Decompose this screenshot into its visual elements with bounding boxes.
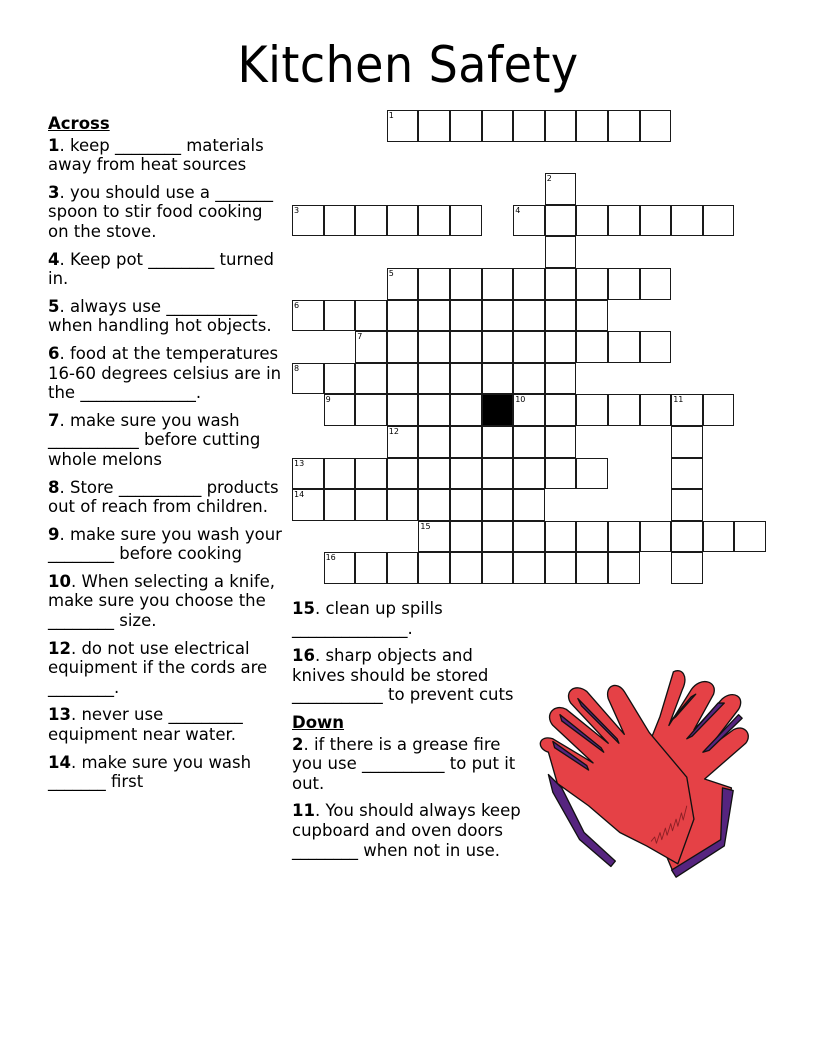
grid-cell[interactable]	[324, 458, 356, 490]
grid-cell[interactable]	[418, 394, 450, 426]
grid-cell[interactable]	[576, 552, 608, 584]
clue-number: 8	[294, 363, 300, 373]
grid-cell[interactable]	[734, 521, 766, 553]
grid-cell[interactable]	[387, 394, 419, 426]
grid-cell[interactable]	[387, 458, 419, 490]
grid-cell[interactable]	[640, 394, 672, 426]
clue-across-14: 14. make sure you wash _______ first	[48, 752, 252, 792]
clue-number: 5	[388, 269, 394, 278]
grid-cell[interactable]	[450, 331, 482, 363]
across-heading: Across	[48, 114, 110, 133]
grid-cell[interactable]	[387, 552, 419, 584]
clue-across-9: 9. make sure you wash your ________ before cooking	[48, 524, 282, 564]
clue-number: 15	[420, 521, 431, 531]
grid-cell[interactable]	[576, 268, 608, 300]
grid-cell[interactable]	[545, 394, 577, 426]
grid-cell[interactable]	[450, 268, 482, 300]
grid-cell[interactable]	[671, 426, 703, 458]
grid-cell[interactable]	[355, 300, 387, 332]
grid-cell[interactable]	[292, 489, 324, 521]
grid-cell[interactable]	[450, 205, 482, 237]
grid-cell[interactable]	[482, 268, 514, 300]
grid-cell[interactable]	[450, 110, 482, 142]
grid-cell[interactable]	[450, 394, 482, 426]
grid-cell[interactable]	[355, 552, 387, 584]
clue-across-15: 15. clean up spills ______________.	[292, 599, 443, 638]
grid-cell[interactable]	[703, 394, 735, 426]
grid-cell[interactable]	[545, 552, 577, 584]
grid-cell[interactable]	[324, 489, 356, 521]
grid-cell[interactable]	[387, 426, 419, 458]
gloves-icon	[535, 652, 785, 897]
grid-cell[interactable]	[608, 268, 640, 300]
clue-across-4: 4. Keep pot ________ turned in.	[48, 249, 275, 289]
grid-cell[interactable]	[671, 458, 703, 490]
grid-cell[interactable]	[482, 458, 514, 490]
clue-number: 16	[325, 553, 336, 563]
grid-cell[interactable]	[576, 300, 608, 332]
grid-cell[interactable]	[292, 458, 324, 490]
grid-cell[interactable]	[545, 205, 577, 237]
grid-cell[interactable]	[355, 363, 387, 395]
grid-cell[interactable]	[292, 205, 324, 237]
grid-cell[interactable]	[418, 458, 450, 490]
grid-cell[interactable]	[450, 489, 482, 521]
grid-cell[interactable]	[418, 205, 450, 237]
grid-cell[interactable]	[545, 268, 577, 300]
clue-across-13: 13. never use _________ equipment near water.	[48, 705, 243, 745]
grid-cell[interactable]	[608, 521, 640, 553]
clue-across-3: 3. you should use a _______ spoon to stir food cooking on the stove.	[48, 182, 274, 241]
grid-cell[interactable]	[450, 458, 482, 490]
grid-cell[interactable]	[387, 205, 419, 237]
clue-number: 4	[515, 205, 521, 215]
clues-across-left	[48, 114, 286, 800]
grid-cell[interactable]	[450, 363, 482, 395]
clue-across-16: 16. sharp objects and knives should be stored ___________ to prevent cuts	[292, 646, 514, 705]
grid-cell[interactable]	[671, 394, 703, 426]
grid-cell[interactable]	[418, 110, 450, 142]
clue-number: 12	[388, 427, 399, 436]
clue-across-6: 6. food at the temperatures 16-60 degrees celsius are in the ______________.	[48, 343, 282, 403]
grid-cell[interactable]	[671, 205, 703, 237]
grid-cell[interactable]	[545, 521, 577, 553]
grid-cell[interactable]	[545, 426, 577, 458]
grid-cell[interactable]	[355, 394, 387, 426]
clue-across-5: 5. always use ___________ when handling hot objects.	[48, 296, 272, 336]
grid-cell[interactable]	[576, 394, 608, 426]
grid-cell[interactable]	[640, 205, 672, 237]
grid-cell[interactable]	[513, 205, 545, 237]
grid-cell[interactable]	[324, 363, 356, 395]
clue-number: 14	[294, 490, 305, 500]
grid-cell[interactable]	[513, 394, 545, 426]
grid-cell[interactable]	[324, 300, 356, 332]
grid-cell[interactable]	[703, 521, 735, 553]
grid-cell[interactable]	[671, 521, 703, 553]
grid-cell[interactable]	[482, 331, 514, 363]
clue-number: 7	[357, 332, 363, 342]
clue-number: 11	[673, 395, 684, 405]
grid-cell[interactable]	[387, 300, 419, 332]
clue-number: 13	[294, 458, 305, 468]
grid-cell[interactable]	[324, 205, 356, 237]
grid-cell[interactable]	[418, 521, 450, 553]
grid-cell[interactable]	[387, 363, 419, 395]
grid-cell[interactable]	[640, 521, 672, 553]
grid-cell[interactable]	[513, 489, 545, 521]
grid-cell[interactable]	[608, 331, 640, 363]
clue-number: 2	[546, 174, 552, 184]
grid-cell[interactable]	[355, 205, 387, 237]
grid-cell[interactable]	[608, 110, 640, 142]
clue-down-2: 2. if there is a grease fire you use __________ to put it out.	[292, 734, 516, 793]
clue-number: 1	[388, 111, 394, 120]
clue-down-11: 11. You should always keep cupboard and oven doors ________ when not in use.	[292, 801, 521, 860]
grid-cell[interactable]	[513, 331, 545, 363]
clue-number: 6	[294, 300, 300, 310]
grid-cell[interactable]	[640, 110, 672, 142]
grid-cell[interactable]	[545, 236, 577, 268]
grid-cell[interactable]	[545, 363, 577, 395]
grid-cell[interactable]	[324, 552, 356, 584]
black-cell	[482, 394, 514, 426]
grid-cell[interactable]	[482, 426, 514, 458]
clue-across-1: 1. keep ________ materials away from heat sources	[48, 135, 264, 175]
grid-cell[interactable]	[450, 300, 482, 332]
grid-cell[interactable]	[450, 426, 482, 458]
grid-cell[interactable]	[387, 331, 419, 363]
grid-cell[interactable]	[545, 173, 577, 205]
grid-cell[interactable]	[450, 552, 482, 584]
grid-cell[interactable]	[418, 363, 450, 395]
down-heading: Down	[292, 712, 345, 732]
grid-cell[interactable]	[608, 552, 640, 584]
grid-cell[interactable]	[355, 489, 387, 521]
grid-cell[interactable]	[387, 489, 419, 521]
grid-cell[interactable]	[513, 521, 545, 553]
grid-cell[interactable]	[482, 489, 514, 521]
grid-cell[interactable]	[513, 363, 545, 395]
grid-cell[interactable]	[355, 458, 387, 490]
grid-cell[interactable]	[482, 300, 514, 332]
clue-number: 9	[325, 395, 331, 405]
grid-cell[interactable]	[292, 363, 324, 395]
grid-cell[interactable]	[513, 268, 545, 300]
grid-cell[interactable]	[671, 552, 703, 584]
grid-cell[interactable]	[513, 458, 545, 490]
clues-middle	[292, 599, 524, 868]
grid-cell[interactable]	[576, 331, 608, 363]
grid-cell[interactable]	[640, 268, 672, 300]
clue-number: 3	[294, 205, 300, 215]
grid-cell[interactable]	[418, 489, 450, 521]
clue-across-12: 12. do not use electrical equipment if the cords are ________.	[48, 638, 268, 697]
clue-across-8: 8. Store __________ products out of reach from children.	[48, 477, 279, 517]
grid-cell[interactable]	[545, 458, 577, 490]
grid-cell[interactable]	[482, 552, 514, 584]
grid-cell[interactable]	[482, 110, 514, 142]
grid-cell[interactable]	[608, 205, 640, 237]
grid-cell[interactable]	[513, 300, 545, 332]
grid-cell[interactable]	[482, 521, 514, 553]
grid-cell[interactable]	[576, 205, 608, 237]
grid-cell[interactable]	[513, 552, 545, 584]
clue-across-10: 10. When selecting a knife, make sure you choose the ________ size.	[48, 571, 276, 631]
grid-cell[interactable]	[418, 268, 450, 300]
grid-cell[interactable]	[355, 331, 387, 363]
grid-cell[interactable]	[545, 331, 577, 363]
grid-cell[interactable]	[576, 521, 608, 553]
grid-cell[interactable]	[545, 110, 577, 142]
grid-cell[interactable]	[292, 300, 324, 332]
grid-cell[interactable]	[418, 426, 450, 458]
grid-cell[interactable]	[482, 363, 514, 395]
grid-cell[interactable]	[418, 300, 450, 332]
grid-cell[interactable]	[513, 426, 545, 458]
grid-cell[interactable]	[545, 300, 577, 332]
page-title: Kitchen Safety	[237, 36, 579, 94]
grid-cell[interactable]	[387, 268, 419, 300]
grid-cell[interactable]	[324, 394, 356, 426]
clue-number: 10	[515, 395, 526, 405]
grid-cell[interactable]	[640, 331, 672, 363]
grid-cell[interactable]	[387, 110, 419, 142]
grid-cell[interactable]	[608, 394, 640, 426]
grid-cell[interactable]	[671, 489, 703, 521]
grid-cell[interactable]	[703, 205, 735, 237]
grid-cell[interactable]	[450, 521, 482, 553]
grid-cell[interactable]	[513, 110, 545, 142]
grid-cell[interactable]	[576, 110, 608, 142]
grid-cell[interactable]	[418, 552, 450, 584]
grid-cell[interactable]	[418, 331, 450, 363]
grid-cell[interactable]	[576, 458, 608, 490]
clue-across-7: 7. make sure you wash ___________ before cutting whole melons	[48, 410, 261, 469]
